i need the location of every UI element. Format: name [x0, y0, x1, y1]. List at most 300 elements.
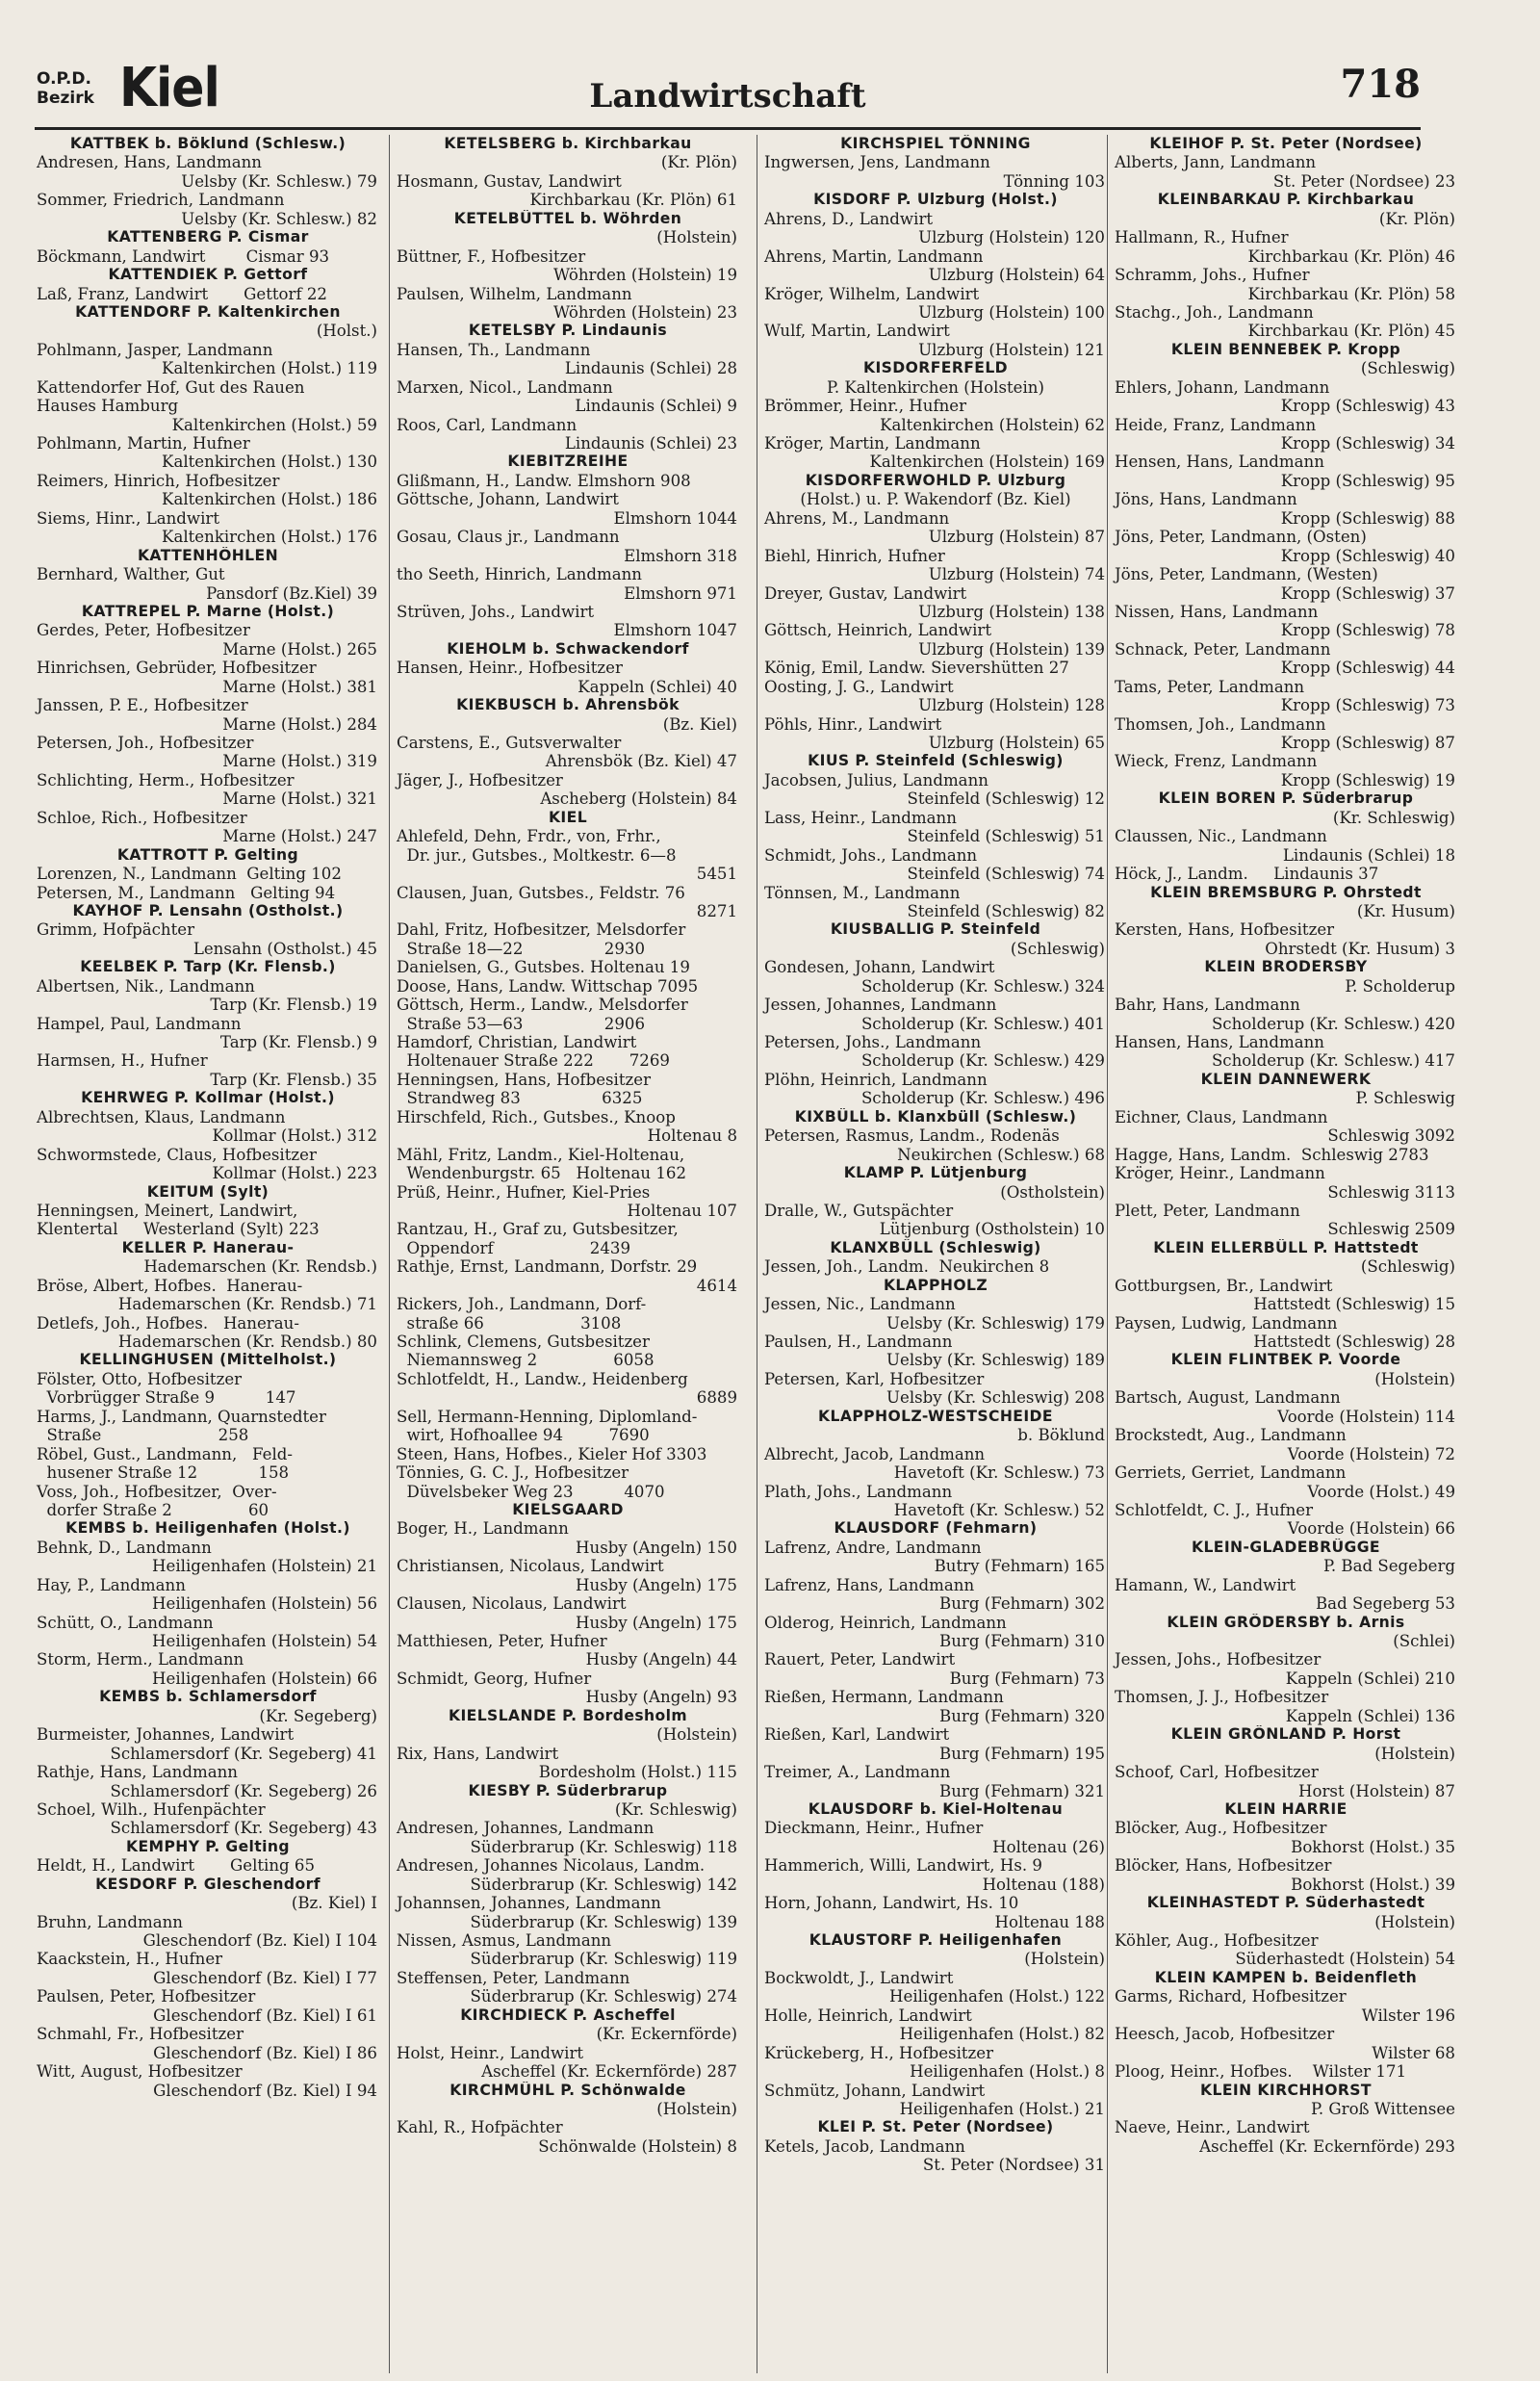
place-heading: KISDORFERFELD	[862, 359, 1009, 377]
entry-location: (Kr. Husum)	[1356, 901, 1455, 920]
entry-line: Prüß, Heinr., Hufner, Kiel-Pries	[397, 1182, 651, 1202]
entry-line: Hay, P., Landmann	[37, 1575, 186, 1594]
entry-location: Marne (Holst.) 319	[222, 752, 377, 771]
entry-line: Schlink, Clemens, Gutsbesitzer	[397, 1333, 650, 1351]
entry-line: Schoof, Carl, Hofbesitzer	[1115, 1763, 1319, 1782]
entry-location: Burg (Fehmarn) 73	[949, 1669, 1105, 1688]
entry-line: Göttsche, Johann, Landwirt	[397, 490, 619, 509]
place-heading: KLAMP P. Lütjenburg	[843, 1164, 1028, 1182]
entry-line: Harmsen, H., Hufner	[37, 1051, 208, 1071]
entry-location: Ascheffel (Kr. Eckernförde) 293	[1199, 2136, 1455, 2156]
place-heading: KLEIN HARRIE	[1224, 1799, 1348, 1818]
place-heading: KATTENBERG P. Cismar	[107, 228, 309, 246]
entry-location: Elmshorn 318	[624, 546, 737, 565]
entry-line: Schlichting, Herm., Hofbesitzer	[37, 770, 295, 789]
place-heading: KETELBÜTTEL b. Wöhrden	[453, 209, 682, 227]
place-heading: KIRCHDIECK P. Ascheffel	[460, 2006, 676, 2024]
entry-location: (Holstein)	[656, 228, 737, 247]
entry-line: dorfer Straße 2 60	[37, 1500, 270, 1519]
entry-line: Ploog, Heinr., Hofbes. Wilster 171	[1115, 2062, 1407, 2082]
place-heading: KLEIN GRÖDERSBY b. Arnis	[1167, 1613, 1405, 1631]
place-heading: KLEIN FLINTBEK P. Voorde	[1170, 1351, 1401, 1369]
entry-line: Heide, Franz, Landmann	[1115, 415, 1317, 434]
entry-location: (Schlei)	[1393, 1632, 1455, 1650]
entry-line: Göttsch, Herm., Landw., Melsdorfer	[397, 996, 688, 1015]
column-divider	[1107, 135, 1108, 2373]
entry-location: Wöhrden (Holstein) 19	[552, 266, 737, 285]
place-heading: KAYHOF P. Lensahn (Ostholst.)	[72, 901, 344, 919]
entry-location: Bad Segeberg 53	[1315, 1594, 1455, 1614]
entry-location: Gleschendorf (Bz. Kiel) I 61	[153, 2006, 377, 2025]
entry-line: Ingwersen, Jens, Landmann	[764, 153, 990, 172]
entry-line: Roos, Carl, Landmann	[397, 415, 578, 434]
entry-location: Husby (Angeln) 150	[576, 1538, 737, 1557]
entry-line: Blöcker, Hans, Hofbesitzer	[1115, 1856, 1332, 1876]
entry-line: Jäger, J., Hofbesitzer	[397, 770, 563, 789]
opd-label: O.P.D.	[37, 69, 91, 89]
entry-location: Ulzburg (Holstein) 121	[918, 340, 1105, 359]
entry-line: Schramm, Johs., Hufner	[1115, 266, 1310, 285]
entry-location: Husby (Angeln) 93	[585, 1688, 737, 1707]
entry-location: (Bz. Kiel) I	[291, 1894, 377, 1913]
entry-line: Kahl, R., Hofpächter	[397, 2118, 563, 2137]
place-heading: KIELSGAARD	[512, 1500, 624, 1518]
entry-line: Petersen, Karl, Hofbesitzer	[764, 1369, 985, 1388]
entry-location: Kollmar (Holst.) 312	[212, 1126, 377, 1146]
entry-line: Carstens, E., Gutsverwalter	[397, 734, 622, 752]
entry-location: Scholderup (Kr. Schlesw.) 401	[860, 1014, 1105, 1033]
place-heading: KIRCHSPIEL TÖNNING	[840, 135, 1031, 152]
entry-line: Witt, August, Hofbesitzer	[37, 2062, 243, 2082]
entry-location: (Kr. Schleswig)	[1332, 808, 1455, 827]
entry-location: Wilster 68	[1372, 2043, 1455, 2062]
entry-line: Hampel, Paul, Landmann	[37, 1014, 242, 1033]
entry-line: Jessen, Johannes, Landmann	[764, 996, 997, 1015]
entry-location: Kirchbarkau (Kr. Plön) 61	[529, 191, 737, 210]
place-heading: KIEKBUSCH b. Ahrensbök	[456, 696, 680, 714]
entry-location: Ulzburg (Holstein) 138	[918, 602, 1105, 621]
entry-location: Holtenau 8	[647, 1126, 737, 1146]
entry-location: Heiligenhafen (Holstein) 56	[152, 1594, 377, 1614]
entry-line: Clausen, Juan, Gutsbes., Feldstr. 76	[397, 883, 685, 902]
place-heading: KIESBY P. Süderbrarup	[468, 1781, 668, 1799]
entry-location: Hademarschen (Kr. Rendsb.) 71	[117, 1295, 377, 1314]
entry-line: Klentertal Westerland (Sylt) 223	[37, 1220, 320, 1239]
place-heading: KLAUSDORF b. Kiel-Holtenau	[808, 1799, 1064, 1818]
entry-line: Tönnies, G. C. J., Hofbesitzer	[397, 1463, 629, 1483]
entry-line: Dreyer, Gustav, Landwirt	[764, 583, 967, 603]
entry-line: Ehlers, Johann, Landmann	[1115, 377, 1330, 397]
entry-line: Holst, Heinr., Landwirt	[397, 2043, 584, 2062]
entry-location: Kropp (Schleswig) 78	[1280, 621, 1455, 640]
entry-location: Havetoft (Kr. Schlesw.) 52	[893, 1500, 1105, 1519]
entry-line: Stachg., Joh., Landmann	[1115, 302, 1314, 322]
entry-location: Kappeln (Schlei) 210	[1285, 1669, 1455, 1688]
entry-location: Kropp (Schleswig) 37	[1280, 583, 1455, 603]
entry-line: Schmahl, Fr., Hofbesitzer	[37, 2025, 244, 2044]
entry-location: Gleschendorf (Bz. Kiel) I 94	[153, 2081, 377, 2100]
place-heading: KLEIHOF P. St. Peter (Nordsee)	[1149, 135, 1423, 152]
entry-line: Rickers, Joh., Landmann, Dorf-	[397, 1295, 647, 1314]
entry-location: 4614	[696, 1276, 737, 1295]
entry-location: Kropp (Schleswig) 44	[1280, 659, 1455, 678]
entry-line: Claussen, Nic., Landmann	[1115, 827, 1327, 846]
entry-location: Süderhastedt (Holstein) 54	[1235, 1950, 1455, 1969]
entry-location: Heiligenhafen (Holst.) 21	[899, 2099, 1105, 2118]
place-heading: KIEL	[548, 808, 588, 826]
entry-line: Jöns, Peter, Landmann, (Osten)	[1115, 528, 1367, 547]
entry-line: Burmeister, Johannes, Landwirt	[37, 1725, 295, 1745]
place-heading: KLEIN GRÖNLAND P. Horst	[1170, 1725, 1401, 1744]
entry-location: (Ostholstein)	[1000, 1182, 1105, 1202]
entry-location: Uelsby (Kr. Schlesw.) 82	[181, 209, 377, 228]
entry-location: Uelsby (Kr. Schlesw.) 79	[181, 171, 377, 191]
entry-location: Lindaunis (Schlei) 9	[575, 397, 737, 416]
entry-line: Alberts, Jann, Landmann	[1115, 153, 1317, 172]
city-title: Kiel	[119, 57, 219, 119]
place-heading: KESDORF P. Gleschendorf	[95, 1875, 321, 1893]
entry-line: Thomsen, J. J., Hofbesitzer	[1115, 1688, 1329, 1707]
entry-location: Elmshorn 1047	[613, 621, 737, 640]
entry-location: Hattstedt (Schleswig) 28	[1253, 1333, 1455, 1351]
entry-line: Kröger, Wilhelm, Landwirt	[764, 284, 980, 303]
entry-location: Gleschendorf (Bz. Kiel) I 77	[153, 1968, 377, 1987]
entry-line: Albrechtsen, Klaus, Landmann	[37, 1107, 286, 1126]
entry-line: Lass, Heinr., Landmann	[764, 808, 957, 827]
entry-line: Petersen, M., Landmann Gelting 94	[37, 883, 336, 902]
entry-location: Elmshorn 1044	[613, 508, 737, 528]
entry-line: Fölster, Otto, Hofbesitzer	[37, 1369, 243, 1388]
place-heading: KELLINGHUSEN (Mittelholst.)	[79, 1351, 337, 1369]
entry-location: Marne (Holst.) 247	[222, 827, 377, 846]
page-header	[35, 50, 1421, 133]
entry-line: Ahrens, D., Landwirt	[764, 209, 934, 228]
place-heading: KLANXBÜLL (Schleswig)	[830, 1238, 1041, 1256]
place-heading: KIUS P. Steinfeld (Schleswig)	[808, 752, 1064, 770]
entry-location: Lindaunis (Schlei) 28	[564, 359, 737, 378]
entry-line: Gerdes, Peter, Hofbesitzer	[37, 621, 250, 640]
entry-location: P. Scholderup	[1345, 976, 1455, 996]
entry-location: Heiligenhafen (Holst.) 8	[910, 2062, 1105, 2082]
entry-line: Kersten, Hans, Hofbesitzer	[1115, 920, 1335, 940]
entry-line: Jacobsen, Julius, Landmann	[764, 770, 988, 789]
entry-location: Uelsby (Kr. Schleswig) 189	[886, 1351, 1105, 1370]
entry-line: Schoel, Wilh., Hufenpächter	[37, 1799, 266, 1819]
entry-line: Tams, Peter, Landmann	[1115, 677, 1305, 696]
entry-location: Havetoft (Kr. Schlesw.) 73	[893, 1463, 1105, 1483]
entry-location: Ulzburg (Holstein) 128	[918, 696, 1105, 715]
entry-line: Ahrens, M., Landmann	[764, 508, 950, 528]
entry-location: 5451	[696, 865, 737, 884]
entry-line: Sell, Hermann-Henning, Diplomland-	[397, 1407, 698, 1426]
place-heading: KEMBS b. Schlamersdorf	[99, 1688, 317, 1706]
entry-location: Holtenau 188	[994, 1912, 1105, 1931]
entry-location: Ulzburg (Holstein) 74	[928, 565, 1105, 584]
entry-line: Hosmann, Gustav, Landwirt	[397, 171, 622, 191]
entry-location: Kropp (Schleswig) 95	[1280, 471, 1455, 490]
entry-location: Butry (Fehmarn) 165	[934, 1557, 1105, 1576]
column-divider	[389, 135, 390, 2373]
entry-location: (Holstein)	[1374, 1912, 1455, 1931]
entry-location: Scholderup (Kr. Schlesw.) 420	[1211, 1014, 1455, 1033]
entry-location: Ulzburg (Holstein) 64	[928, 266, 1105, 285]
place-heading: KEHRWEG P. Kollmar (Holst.)	[81, 1089, 335, 1107]
entry-location: Schönwalde (Holstein) 8	[538, 2136, 737, 2156]
entry-location: Heiligenhafen (Holstein) 66	[152, 1669, 377, 1688]
entry-location: Heiligenhafen (Holstein) 54	[152, 1632, 377, 1650]
entry-line: Hansen, Hans, Landmann	[1115, 1033, 1324, 1051]
entry-location: Ascheffel (Kr. Eckernförde) 287	[481, 2062, 737, 2082]
entry-location: 6889	[696, 1388, 737, 1408]
entry-line: Jessen, Johs., Hofbesitzer	[1115, 1650, 1322, 1669]
entry-location: Heiligenhafen (Holst.) 82	[899, 2025, 1105, 2044]
entry-line: Hamdorf, Christian, Landwirt	[397, 1033, 637, 1051]
bezirk-label: Bezirk	[37, 89, 94, 108]
entry-line: Schnack, Peter, Landmann	[1115, 639, 1331, 659]
entry-location: Kirchbarkau (Kr. Plön) 45	[1247, 322, 1455, 341]
entry-location: Uelsby (Kr. Schleswig) 179	[886, 1313, 1105, 1333]
entry-location: Gleschendorf (Bz. Kiel) I 104	[142, 1931, 377, 1950]
place-heading: KATTENDORF P. Kaltenkirchen	[75, 302, 341, 321]
entry-line: Reimers, Hinrich, Hofbesitzer	[37, 471, 280, 490]
entry-location: Ulzburg (Holstein) 120	[918, 228, 1105, 247]
entry-location: Elmshorn 971	[624, 583, 737, 603]
entry-line: Wieck, Frenz, Landmann	[1115, 752, 1318, 771]
entry-location: (Holst.)	[316, 322, 377, 341]
entry-line: Tönnsen, M., Landmann	[764, 883, 961, 902]
entry-location: Steinfeld (Schleswig) 74	[907, 865, 1105, 884]
entry-line: Eichner, Claus, Landmann	[1115, 1107, 1328, 1126]
entry-line: Gerriets, Gerriet, Landmann	[1115, 1463, 1347, 1483]
entry-line: Hirschfeld, Rich., Gutsbes., Knoop	[397, 1107, 676, 1126]
entry-line: Detlefs, Joh., Hofbes. Hanerau-	[37, 1313, 299, 1333]
entry-location: Hademarschen (Kr. Rendsb.) 80	[117, 1333, 377, 1351]
entry-line: Heldt, H., Landwirt Gelting 65	[37, 1856, 316, 1876]
entry-line: Hansen, Heinr., Hofbesitzer	[397, 659, 623, 678]
entry-line: Bröse, Albert, Hofbes. Hanerau-	[37, 1276, 303, 1295]
entry-location: Voorde (Holstein) 66	[1287, 1519, 1455, 1539]
entry-location: (Kr. Plön)	[660, 153, 737, 172]
entry-location: Ohrstedt (Kr. Husum) 3	[1265, 939, 1455, 958]
entry-line: Rießen, Karl, Landwirt	[764, 1725, 950, 1745]
entry-line: Storm, Herm., Landmann	[37, 1650, 244, 1669]
entry-location: Burg (Fehmarn) 321	[939, 1781, 1105, 1800]
entry-line: Albrecht, Jacob, Landmann	[764, 1444, 986, 1463]
entry-line: Lorenzen, N., Landmann Gelting 102	[37, 865, 342, 884]
entry-line: Bahr, Hans, Landmann	[1115, 996, 1300, 1015]
entry-line: Jöns, Hans, Landmann	[1115, 490, 1297, 509]
entry-location: Kirchbarkau (Kr. Plön) 58	[1247, 284, 1455, 303]
entry-location: (Holstein)	[1374, 1369, 1455, 1388]
place-heading: KLAPPHOLZ	[883, 1276, 988, 1294]
entry-line: Rix, Hans, Landwirt	[397, 1744, 559, 1763]
place-heading: KLEIN KAMPEN b. Beidenfleth	[1154, 1968, 1418, 1986]
entry-line: Hinrichsen, Gebrüder, Hofbesitzer	[37, 659, 317, 678]
entry-line: Wendenburgstr. 65 Holtenau 162	[397, 1164, 687, 1183]
entry-location: Voorde (Holst.) 49	[1307, 1482, 1455, 1501]
entry-location: Bokhorst (Holst.) 35	[1291, 1837, 1455, 1856]
entry-line: Henningsen, Meinert, Landwirt,	[37, 1201, 298, 1220]
entry-line: Pohlmann, Jasper, Landmann	[37, 340, 273, 359]
entry-location: Kropp (Schleswig) 19	[1280, 770, 1455, 789]
entry-location: (Schleswig)	[1360, 359, 1455, 378]
entry-location: Tarp (Kr. Flensb.) 9	[219, 1033, 377, 1051]
place-heading: KLEIN BREMSBURG P. Ohrstedt	[1150, 883, 1422, 901]
entry-line: Gosau, Claus jr., Landmann	[397, 528, 620, 547]
entry-line: Krückeberg, H., Hofbesitzer	[764, 2043, 994, 2062]
entry-line: Rathje, Ernst, Landmann, Dorfstr. 29	[397, 1257, 698, 1277]
entry-line: Hamann, W., Landwirt	[1115, 1575, 1296, 1594]
entry-location: Schleswig 3092	[1327, 1126, 1455, 1146]
entry-location: Süderbrarup (Kr. Schleswig) 119	[470, 1950, 737, 1969]
entry-location: Kollmar (Holst.) 223	[212, 1164, 377, 1183]
entry-location: Schleswig 3113	[1327, 1182, 1455, 1202]
entry-line: Strüven, Johs., Landwirt	[397, 602, 595, 621]
entry-location: Voorde (Holstein) 114	[1277, 1407, 1455, 1426]
entry-line: Nissen, Hans, Landmann	[1115, 602, 1319, 621]
entry-line: tho Seeth, Hinrich, Landmann	[397, 565, 642, 584]
entry-line: Hensen, Hans, Landmann	[1115, 453, 1324, 472]
entry-line: Mähl, Fritz, Landm., Kiel-Holtenau,	[397, 1145, 685, 1164]
entry-location: Uelsby (Kr. Schleswig) 208	[886, 1388, 1105, 1408]
entry-location: (Schleswig)	[1010, 939, 1105, 958]
entry-line: Wulf, Martin, Landwirt	[764, 322, 950, 341]
entry-location: Kropp (Schleswig) 40	[1280, 546, 1455, 565]
place-heading: KLAUSDORF (Fehmarn)	[834, 1519, 1038, 1538]
entry-line: Paulsen, Peter, Hofbesitzer	[37, 1987, 256, 2006]
entry-line: Andresen, Hans, Landmann	[37, 153, 262, 172]
entry-location: (Kr. Segeberg)	[259, 1706, 377, 1725]
entry-location: St. Peter (Nordsee) 31	[922, 2156, 1105, 2175]
entry-location: Heiligenhafen (Holstein) 21	[152, 1557, 377, 1576]
place-heading: KIEBITZREIHE	[507, 453, 629, 471]
entry-line: Horn, Johann, Landwirt, Hs. 10	[764, 1894, 1019, 1913]
entry-location: Tarp (Kr. Flensb.) 19	[210, 996, 377, 1015]
entry-line: husener Straße 12 158	[37, 1463, 290, 1483]
entry-location: Wilster 196	[1361, 2006, 1455, 2025]
entry-line: Hauses Hamburg	[37, 397, 179, 416]
entry-line: P. Kaltenkirchen (Holstein)	[827, 377, 1044, 397]
entry-line: Albertsen, Nik., Landmann	[37, 976, 255, 996]
entry-line: Siems, Hinr., Landwirt	[37, 508, 220, 528]
entry-line: Plett, Peter, Landmann	[1115, 1201, 1300, 1220]
entry-line: Sommer, Friedrich, Landmann	[37, 191, 285, 210]
entry-line: straße 66 3108	[397, 1313, 622, 1333]
entry-line: Straße 18—22 2930	[397, 939, 646, 958]
entry-line: Vorbrügger Straße 9 147	[37, 1388, 296, 1408]
place-heading: KLEIN BENNEBEK P. Kropp	[1170, 340, 1401, 358]
entry-location: Kirchbarkau (Kr. Plön) 46	[1247, 246, 1455, 266]
entry-line: Heesch, Jacob, Hofbesitzer	[1115, 2025, 1335, 2044]
entry-line: Grimm, Hofpächter	[37, 920, 195, 940]
entry-line: Lafrenz, Hans, Landmann	[764, 1575, 975, 1594]
entry-line: Schütt, O., Landmann	[37, 1613, 214, 1632]
entry-line: Rießen, Hermann, Landmann	[764, 1688, 1004, 1707]
entry-line: Paysen, Ludwig, Landmann	[1115, 1313, 1338, 1333]
entry-line: Rantzau, H., Graf zu, Gutsbesitzer,	[397, 1220, 679, 1239]
entry-location: Kappeln (Schlei) 136	[1285, 1706, 1455, 1725]
entry-location: Marne (Holst.) 284	[222, 714, 377, 734]
entry-line: (Holst.) u. P. Wakendorf (Bz. Kiel)	[800, 490, 1071, 509]
place-heading: KLEIN BRODERSBY	[1204, 958, 1368, 976]
entry-line: Rathje, Hans, Landmann	[37, 1763, 238, 1782]
entry-location: Schlamersdorf (Kr. Segeberg) 41	[110, 1744, 377, 1763]
entry-location: Holtenau 107	[627, 1201, 737, 1220]
entry-location: Steinfeld (Schleswig) 82	[907, 901, 1105, 920]
entry-line: Schmidt, Johs., Landmann	[764, 845, 978, 865]
entry-line: Lafrenz, Andre, Landmann	[764, 1538, 982, 1557]
entry-location: P. Schleswig	[1355, 1089, 1455, 1108]
entry-location: St. Peter (Nordsee) 23	[1272, 171, 1455, 191]
entry-line: Henningsen, Hans, Hofbesitzer	[397, 1070, 652, 1089]
entry-line: Plöhn, Heinrich, Landmann	[764, 1070, 988, 1089]
entry-line: Büttner, F., Hofbesitzer	[397, 246, 586, 266]
entry-location: Holtenau (26)	[992, 1837, 1105, 1856]
place-heading: KLEI P. St. Peter (Nordsee)	[817, 2118, 1054, 2136]
entry-line: Clausen, Nicolaus, Landwirt	[397, 1594, 627, 1614]
entry-line: Boger, H., Landmann	[397, 1519, 569, 1539]
entry-line: Voss, Joh., Hofbesitzer, Over-	[37, 1482, 277, 1501]
entry-location: Lütjenburg (Ostholstein) 10	[879, 1220, 1105, 1239]
entry-location: Marne (Holst.) 321	[222, 789, 377, 809]
entry-line: Kröger, Martin, Landmann	[764, 434, 981, 453]
entry-line: Ketels, Jacob, Landmann	[764, 2136, 965, 2156]
entry-line: Ahlefeld, Dehn, Frdr., von, Frhr.,	[397, 827, 661, 846]
entry-location: Scholderup (Kr. Schlesw.) 324	[860, 976, 1105, 996]
place-heading: KELLER P. Hanerau-	[121, 1238, 295, 1256]
entry-line: Bockwoldt, J., Landwirt	[764, 1968, 954, 1987]
entry-line: Christiansen, Nicolaus, Landwirt	[397, 1557, 664, 1576]
entry-line: Niemannsweg 2 6058	[397, 1351, 654, 1370]
place-heading: KLEIN KIRCHHORST	[1200, 2081, 1372, 2099]
entry-location: Husby (Angeln) 175	[576, 1575, 737, 1594]
place-heading: KLAPPHOLZ-WESTSCHEIDE	[818, 1407, 1053, 1425]
entry-line: Hammerich, Willi, Landwirt, Hs. 9	[764, 1856, 1042, 1876]
entry-location: Husby (Angeln) 175	[576, 1613, 737, 1632]
entry-location: Bordesholm (Holst.) 115	[538, 1763, 737, 1782]
place-heading: KETELSBERG b. Kirchbarkau	[444, 135, 692, 152]
entry-location: Tönning 103	[1003, 171, 1105, 191]
entry-location: Scholderup (Kr. Schlesw.) 417	[1211, 1051, 1455, 1071]
entry-line: wirt, Hofhoallee 94 7690	[397, 1426, 650, 1445]
entry-line: Steffensen, Peter, Landmann	[397, 1968, 630, 1987]
place-heading: KETELSBY P. Lindaunis	[468, 322, 668, 340]
entry-location: Kaltenkirchen (Holst.) 119	[162, 359, 377, 378]
entry-location: Kappeln (Schlei) 40	[578, 677, 737, 696]
entry-line: Höck, J., Landm. Lindaunis 37	[1115, 865, 1379, 884]
entry-location: Kaltenkirchen (Holst.) 130	[162, 453, 377, 472]
place-heading: KATTBEK b. Böklund (Schlesw.)	[69, 135, 346, 152]
entry-line: Bruhn, Landmann	[37, 1912, 183, 1931]
entry-line: Behnk, D., Landmann	[37, 1538, 212, 1557]
place-heading: KATTREPEL P. Marne (Holst.)	[81, 602, 335, 620]
entry-location: Gleschendorf (Bz. Kiel) I 86	[153, 2043, 377, 2062]
entry-location: Hattstedt (Schleswig) 15	[1253, 1295, 1455, 1314]
entry-line: Straße 53—63 2906	[397, 1014, 646, 1033]
entry-line: Andresen, Johannes, Landmann	[397, 1819, 654, 1838]
entry-location: Tarp (Kr. Flensb.) 35	[210, 1070, 377, 1089]
entry-line: Holle, Heinrich, Landwirt	[764, 2006, 972, 2025]
place-heading: KATTENDIEK P. Gettorf	[108, 266, 308, 284]
entry-line: Johannsen, Johannes, Landmann	[397, 1894, 661, 1913]
place-heading: KATTROTT P. Gelting	[116, 845, 299, 864]
entry-location: 8271	[696, 901, 737, 920]
entry-location: Kropp (Schleswig) 87	[1280, 734, 1455, 752]
entry-location: Steinfeld (Schleswig) 51	[907, 827, 1105, 846]
entry-line: Pohlmann, Martin, Hufner	[37, 434, 250, 453]
entry-line: Oosting, J. G., Landwirt	[764, 677, 954, 696]
place-heading: KLEIN-GLADEBRÜGGE	[1191, 1538, 1380, 1556]
